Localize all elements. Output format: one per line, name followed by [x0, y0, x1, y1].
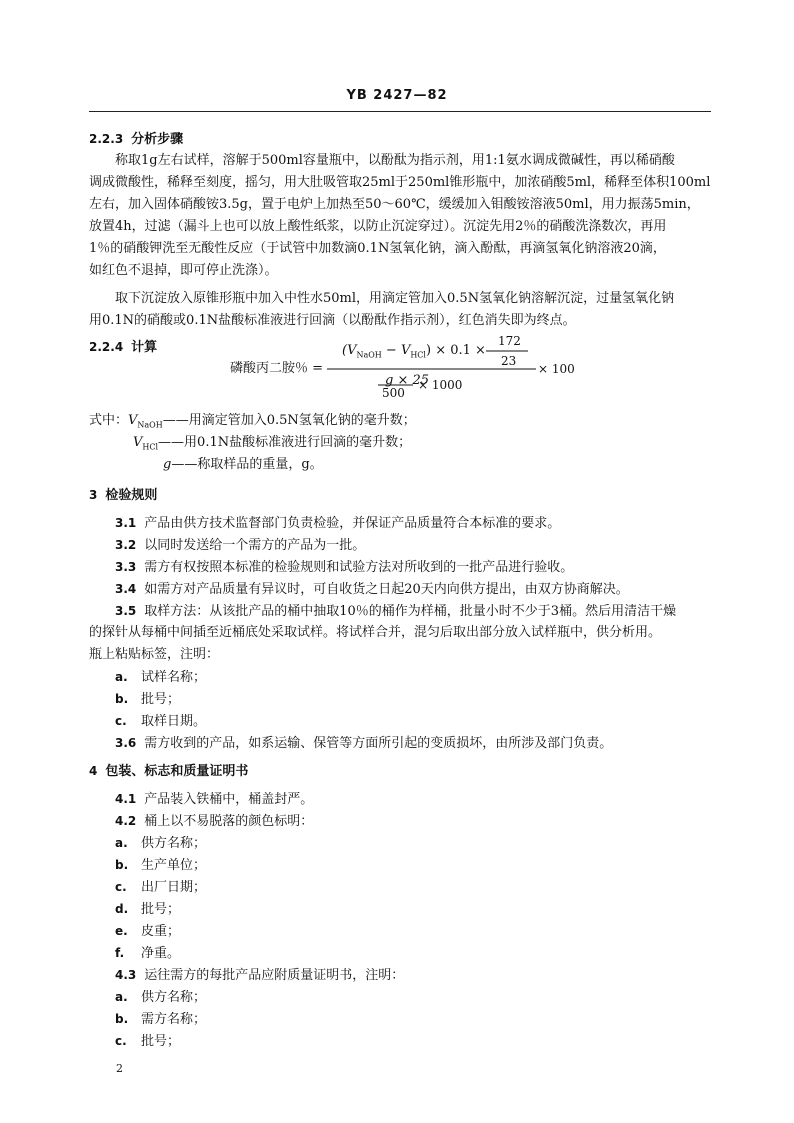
- list-item: b. 生产单位；: [115, 858, 207, 873]
- paragraph-line: 1％的硝酸钾洗至无酸性反应（于试管中加数滴0.1N氢氧化钠，滴入酚酞，再滴氢氧化钠溶液20滴，: [89, 241, 666, 256]
- clause: 3.4 如需方对产品质量有异议时，可自收货之日起20天内向供方提出，由双方协商解决。: [115, 582, 629, 597]
- clause: 4.2 桶上以不易脱落的颜色标明：: [115, 814, 314, 829]
- list-item: c. 出厂日期；: [115, 880, 207, 895]
- where-line-3: g——称取样品的重量，g。: [163, 457, 323, 472]
- clause: 3.2 以同时发送给一个需方的产品为一批。: [115, 538, 366, 553]
- paragraph-line: 取下沉淀放入原锥形瓶中加入中性水50ml，用滴定管加入0.5N氢氧化钠溶解沉淀，过量氢氧化钠: [115, 291, 675, 306]
- clause: 3.1 产品由供方技术监督部门负责检验，并保证产品质量符合本标准的要求。: [115, 516, 561, 531]
- fraction-top: 172: [498, 334, 521, 348]
- denominator-g: g × 25: [385, 373, 430, 388]
- paragraph-line: 用0.1N的硝酸或0.1N盐酸标准液进行回滴（以酚酞作指示剂），红色消失即为终点。: [89, 313, 576, 328]
- section-number: 4: [89, 764, 98, 778]
- clause: 4.1 产品装入铁桶中，桶盖封严。: [115, 792, 314, 807]
- section-number: 2.2.3: [89, 132, 124, 146]
- list-item: b. 需方名称；: [115, 1012, 207, 1027]
- list-item: a. 供方名称；: [115, 836, 207, 851]
- clause: 4.3 运往需方的每批产品应附质量证明书，注明：: [115, 968, 405, 983]
- list-item: a. 试样名称；: [115, 670, 207, 685]
- section-number: 3: [89, 488, 98, 502]
- clause-continuation: 瓶上粘贴标签，注明：: [89, 647, 220, 662]
- denominator-500: 500: [382, 386, 405, 400]
- paragraph-line: 放置4h，过滤（漏斗上也可以放上酸性纸浆，以防止沉淀穿过）。沉淀先用2％的硝酸洗涤数次，再用: [89, 219, 667, 234]
- section-2-2-3-heading: [89, 128, 711, 151]
- section-title: 包装、标志和质量证明书: [105, 764, 249, 779]
- section-title: 检验规则: [105, 488, 158, 503]
- section-2-2-4-heading: [89, 336, 711, 359]
- clause-continuation: 的探针从每桶中间插至近桶底处采取试样。将试样合并，混匀后取出部分放入试样瓶中，供分析用。: [89, 625, 662, 640]
- document-header: YB 2427—82: [346, 88, 448, 103]
- paragraph-line: 如红色不退掉，即可停止洗涤）。: [89, 263, 278, 278]
- paragraph-line: 左右，加入固体硝酸铵3.5g，置于电炉上加热至50～60℃，缓缓加入钼酸铵溶液50ml，用力振荡5min，: [89, 197, 700, 212]
- page-number: 2: [116, 1062, 123, 1075]
- fraction-bottom: 23: [501, 354, 517, 368]
- header-rule: [89, 111, 711, 112]
- list-item: f. 净重。: [115, 946, 181, 961]
- where-line-2: $V_{HCl}——$用0.1N盐酸标准液进行回滴的毫升数；: [133, 435, 412, 452]
- paragraph-line: 调成微酸性，稀释至刻度，摇匀，用大肚吸管取25ml于250ml锥形瓶中，加浓硝酸5ml，稀释至体积100ml: [89, 175, 711, 190]
- where-line-1: 式中：$V_{NaOH}——$用滴定管加入0.5N氢氧化钠的毫升数；: [89, 413, 416, 430]
- clause: 3.5 取样方法：从该批产品的桶中抽取10％的桶作为样桶，批量小时不少于3桶。然后用清洁干燥: [115, 604, 677, 619]
- list-item: e. 皮重；: [115, 924, 181, 939]
- list-item: a. 供方名称；: [115, 990, 207, 1005]
- clause: 3.3 需方有权按照本标准的检验规则和试验方法对所收到的一批产品进行验收。: [115, 560, 574, 575]
- list-item: b. 批号；: [115, 692, 181, 707]
- section-4-heading: [89, 760, 711, 783]
- formula-lhs: 磷酸丙二胺％ =: [230, 361, 324, 376]
- list-item: c. 批号；: [115, 1034, 181, 1049]
- section-title: 计算: [131, 340, 158, 355]
- section-title: 分析步骤: [131, 132, 184, 147]
- section-3-heading: [89, 484, 711, 507]
- formula-times-100: × 100: [538, 362, 575, 376]
- paragraph-line: 称取1g左右试样，溶解于500ml容量瓶中，以酚酞为指示剂，用1:1氨水调成微碱性，再以稀硝酸: [115, 153, 675, 168]
- denominator-times: × 1000: [418, 378, 463, 392]
- formula-numerator: $(V_{NaOH} - V_{HCl}) \times 0.1$ ×: [342, 343, 486, 360]
- clause: 3.6 需方收到的产品，如系运输、保管等方面所引起的变质损坏，由所涉及部门负责。: [115, 736, 613, 751]
- list-item: d. 批号；: [115, 902, 181, 917]
- section-number: 2.2.4: [89, 340, 124, 354]
- list-item: c. 取样日期。: [115, 714, 207, 729]
